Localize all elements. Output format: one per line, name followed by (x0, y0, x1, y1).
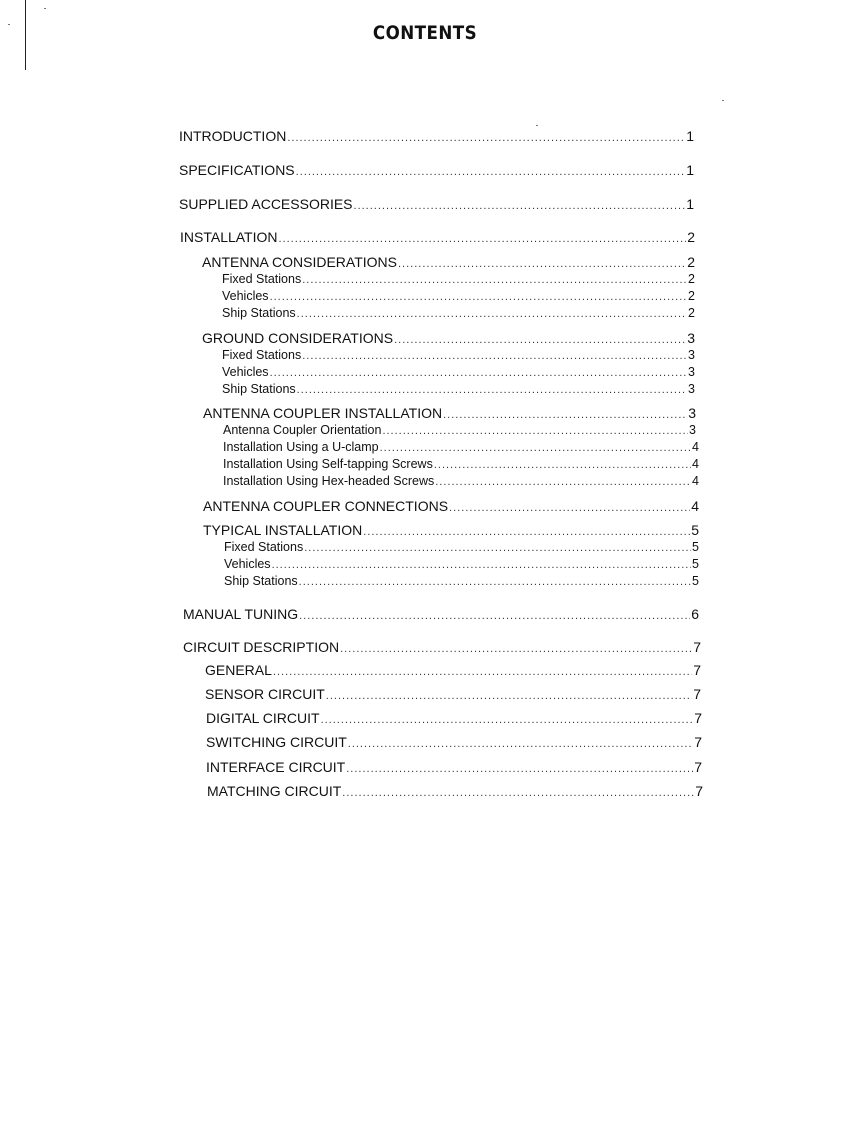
toc-entry (205, 662, 701, 678)
toc-entry-label: GROUND CONSIDERATIONS (202, 330, 394, 346)
toc-leader-dots (326, 690, 692, 702)
scan-speck (536, 125, 538, 126)
toc-entry-label: CIRCUIT DESCRIPTION (183, 639, 340, 655)
toc-leader-dots (382, 425, 688, 437)
toc-entry-page: 3 (688, 382, 695, 396)
toc-entry-page: 4 (692, 457, 699, 471)
toc-entry-page: 7 (695, 783, 703, 799)
toc-entry (222, 272, 695, 286)
toc-entry (224, 557, 699, 571)
toc-entry-label: DIGITAL CIRCUIT (206, 710, 320, 726)
toc-leader-dots (304, 542, 691, 554)
toc-leader-dots (297, 308, 687, 320)
toc-entry (203, 522, 699, 538)
toc-entry-page: 7 (693, 686, 701, 702)
toc-entry-page: 3 (688, 405, 696, 421)
toc-leader-dots (270, 291, 687, 303)
toc-entry (179, 162, 694, 178)
toc-leader-dots (302, 274, 687, 286)
toc-entry-page: 3 (687, 330, 695, 346)
toc-entry-page: 2 (687, 254, 695, 270)
toc-entry-page: 7 (694, 759, 702, 775)
toc-entry (222, 348, 695, 362)
toc-entry-label: Installation Using Hex-headed Screws (223, 474, 435, 488)
toc-entry (206, 734, 702, 750)
toc-entry (202, 254, 695, 270)
toc-leader-dots (398, 258, 686, 270)
toc-entry-page: 6 (691, 606, 699, 622)
toc-entry-label: ANTENNA COUPLER CONNECTIONS (203, 498, 449, 514)
toc-entry-page: 3 (688, 365, 695, 379)
toc-entry-page: 2 (688, 306, 695, 320)
toc-entry-page: 3 (688, 348, 695, 362)
toc-entry-label: Fixed Stations (222, 348, 302, 362)
toc-leader-dots (297, 384, 687, 396)
toc-entry-label: GENERAL (205, 662, 272, 678)
toc-entry (207, 783, 703, 799)
toc-entry (203, 498, 699, 514)
toc-leader-dots (434, 459, 691, 471)
toc-entry (222, 382, 695, 396)
toc-leader-dots (272, 559, 691, 571)
toc-entry (222, 306, 695, 320)
toc-entry-label: INSTALLATION (180, 229, 278, 245)
toc-entry-label: Installation Using a U-clamp (223, 440, 379, 454)
toc-entry (222, 365, 695, 379)
toc-entry (224, 574, 699, 588)
toc-entry-page: 7 (694, 710, 702, 726)
toc-leader-dots (435, 476, 691, 488)
toc-leader-dots (443, 409, 687, 421)
toc-entry (179, 196, 694, 212)
toc-entry-page: 1 (686, 196, 694, 212)
scan-speck (44, 8, 46, 9)
toc-entry-label: Vehicles (222, 365, 269, 379)
toc-leader-dots (340, 643, 692, 655)
scan-speck (8, 24, 10, 25)
toc-leader-dots (348, 738, 693, 750)
toc-entry-label: Fixed Stations (224, 540, 304, 554)
toc-leader-dots (346, 763, 693, 775)
toc-leader-dots (302, 350, 687, 362)
toc-leader-dots (394, 334, 686, 346)
toc-entry (223, 440, 699, 454)
toc-entry-label: Ship Stations (222, 382, 296, 396)
toc-leader-dots (287, 132, 685, 144)
toc-entry (180, 229, 695, 245)
toc-leader-dots (296, 166, 686, 178)
toc-entry-page: 3 (689, 423, 696, 437)
toc-entry (223, 457, 699, 471)
toc-entry-label: SENSOR CIRCUIT (205, 686, 325, 702)
toc-entry-page: 4 (691, 498, 699, 514)
toc-leader-dots (270, 367, 687, 379)
toc-entry (206, 710, 702, 726)
toc-entry-label: SWITCHING CIRCUIT (206, 734, 347, 750)
scan-speck (722, 100, 724, 101)
toc-entry-label: MANUAL TUNING (183, 606, 299, 622)
toc-leader-dots (342, 787, 694, 799)
toc-entry-label: SPECIFICATIONS (179, 162, 295, 178)
toc-entry (205, 686, 701, 702)
toc-entry-page: 5 (692, 557, 699, 571)
toc-entry-page: 5 (691, 522, 699, 538)
toc-entry-label: ANTENNA CONSIDERATIONS (202, 254, 397, 270)
toc-entry-page: 2 (687, 229, 695, 245)
toc-entry-label: Vehicles (222, 289, 269, 303)
toc-leader-dots (380, 442, 691, 454)
toc-entry (203, 405, 696, 421)
toc-entry (183, 639, 701, 655)
page-title: CONTENTS (372, 22, 478, 44)
toc-leader-dots (299, 576, 691, 588)
scan-edge-line (25, 0, 26, 70)
toc-entry (223, 474, 699, 488)
toc-entry-page: 1 (686, 162, 694, 178)
toc-entry-label: Vehicles (224, 557, 271, 571)
toc-entry (183, 606, 699, 622)
toc-entry-label: Ship Stations (222, 306, 296, 320)
toc-leader-dots (279, 233, 687, 245)
toc-entry (206, 759, 702, 775)
toc-entry (179, 128, 694, 144)
toc-entry-page: 2 (688, 272, 695, 286)
toc-entry-label: TYPICAL INSTALLATION (203, 522, 363, 538)
toc-entry (223, 423, 696, 437)
toc-entry-label: Ship Stations (224, 574, 298, 588)
toc-entry-label: Fixed Stations (222, 272, 302, 286)
toc-entry-label: ANTENNA COUPLER INSTALLATION (203, 405, 443, 421)
toc-entry-page: 7 (694, 734, 702, 750)
toc-entry-page: 7 (693, 662, 701, 678)
toc-leader-dots (363, 526, 690, 538)
toc-entry-label: Antenna Coupler Orientation (223, 423, 382, 437)
toc-leader-dots (299, 610, 690, 622)
toc-entry-page: 1 (686, 128, 694, 144)
toc-leader-dots (449, 502, 690, 514)
toc-entry-label: SUPPLIED ACCESSORIES (179, 196, 353, 212)
toc-entry-label: INTERFACE CIRCUIT (206, 759, 346, 775)
toc-entry-page: 5 (692, 540, 699, 554)
toc-entry-label: INTRODUCTION (179, 128, 287, 144)
toc-entry (222, 289, 695, 303)
toc-entry-page: 4 (692, 474, 699, 488)
toc-leader-dots (321, 714, 694, 726)
toc-leader-dots (273, 666, 692, 678)
toc-entry (202, 330, 695, 346)
toc-entry-page: 7 (693, 639, 701, 655)
toc-entry-page: 4 (692, 440, 699, 454)
toc-entry-page: 2 (688, 289, 695, 303)
toc-entry-label: Installation Using Self-tapping Screws (223, 457, 433, 471)
toc-entry-label: MATCHING CIRCUIT (207, 783, 342, 799)
toc-entry (224, 540, 699, 554)
toc-leader-dots (354, 200, 686, 212)
toc-entry-page: 5 (692, 574, 699, 588)
